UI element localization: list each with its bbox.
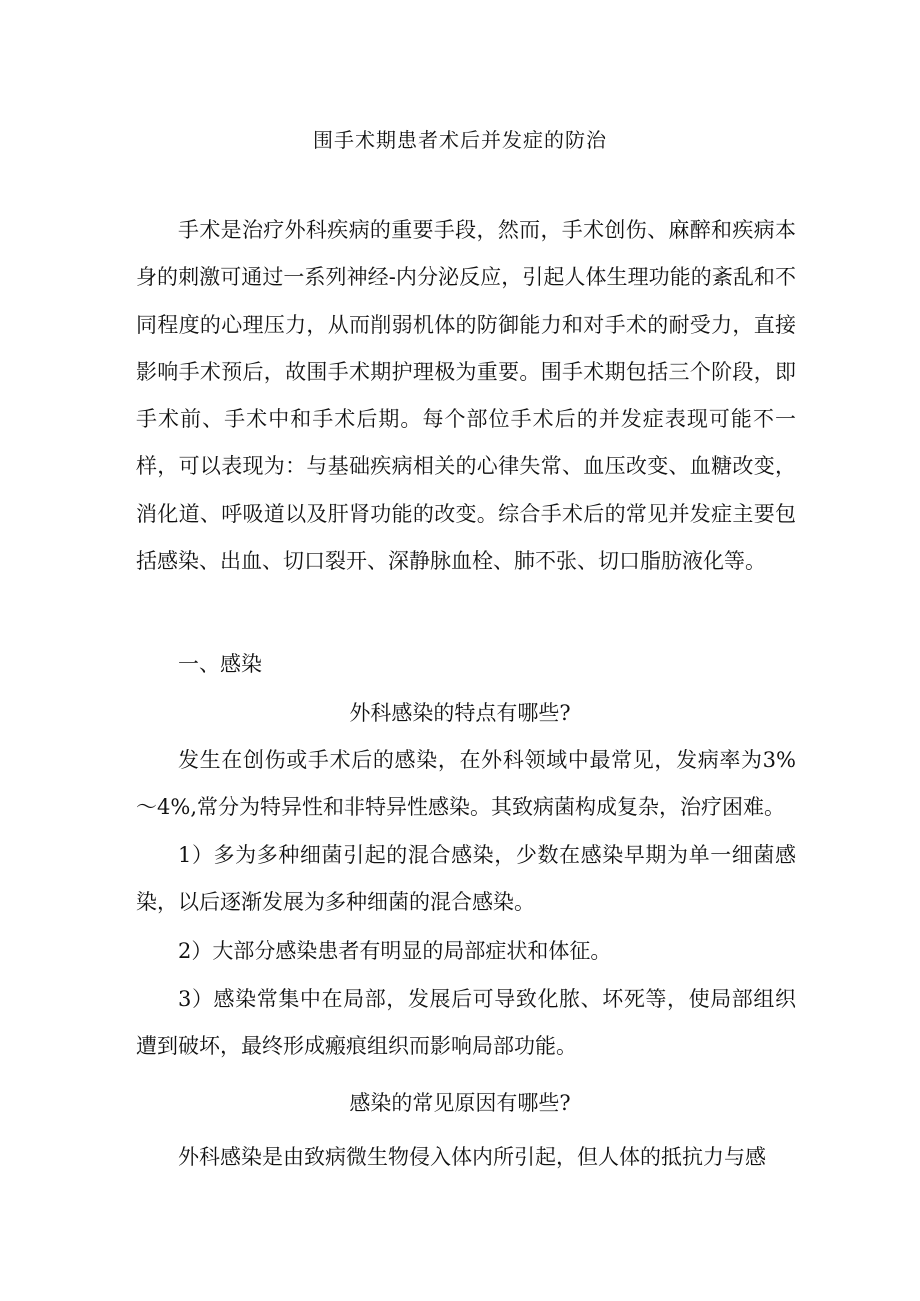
characteristics-point-3: 3）感染常集中在局部，发展后可导致化脓、坏死等，使局部组织遭到破坏，最终形成瘢痕组织而影响局部功能。 bbox=[136, 987, 796, 1059]
intro-paragraph: 手术是治疗外科疾病的重要手段，然而，手术创伤、麻醉和疾病本身的刺激可通过一系列神经-内分泌反应，引起人体生理功能的紊乱和不同程度的心理压力，从而削弱机体的防御能力和对手术的耐受力，直接影响手术预后，故围手术期护理极为重要。围手术期包括三个阶段，即手术前、手术中和手术后期。每个部位手术后的并发症表现可能不一样，可以表现为：与基础疾病相关的心律失常、血压改变、血糖改变，消化道、呼吸道以及肝肾功能的改变。综合手术后的常见并发症主要包括感染、出血、切口裂开、深静脉血栓、肺不张、切口脂肪液化等。 bbox=[136, 218, 796, 574]
question-heading-characteristics: 外科感染的特点有哪些? bbox=[349, 701, 571, 725]
document-title: 围手术期患者术后并发症的防治 bbox=[313, 128, 607, 152]
characteristics-point-2: 2）大部分感染患者有明显的局部症状和体征。 bbox=[178, 939, 612, 963]
question-heading-causes: 感染的常见原因有哪些? bbox=[349, 1091, 571, 1115]
characteristics-point-1: 1）多为多种细菌引起的混合感染，少数在感染早期为单一细菌感染，以后逐渐发展为多种细菌的混合感染。 bbox=[136, 843, 796, 915]
section-heading-infection: 一、感染 bbox=[178, 652, 262, 676]
causes-paragraph: 外科感染是由致病微生物侵入体内所引起，但人体的抵抗力与感 bbox=[178, 1145, 766, 1169]
characteristics-paragraph: 发生在创伤或手术后的感染，在外科领域中最常见，发病率为3%～4%,常分为特异性和非特异性感染。其致病菌构成复杂，治疗困难。 bbox=[136, 748, 796, 820]
